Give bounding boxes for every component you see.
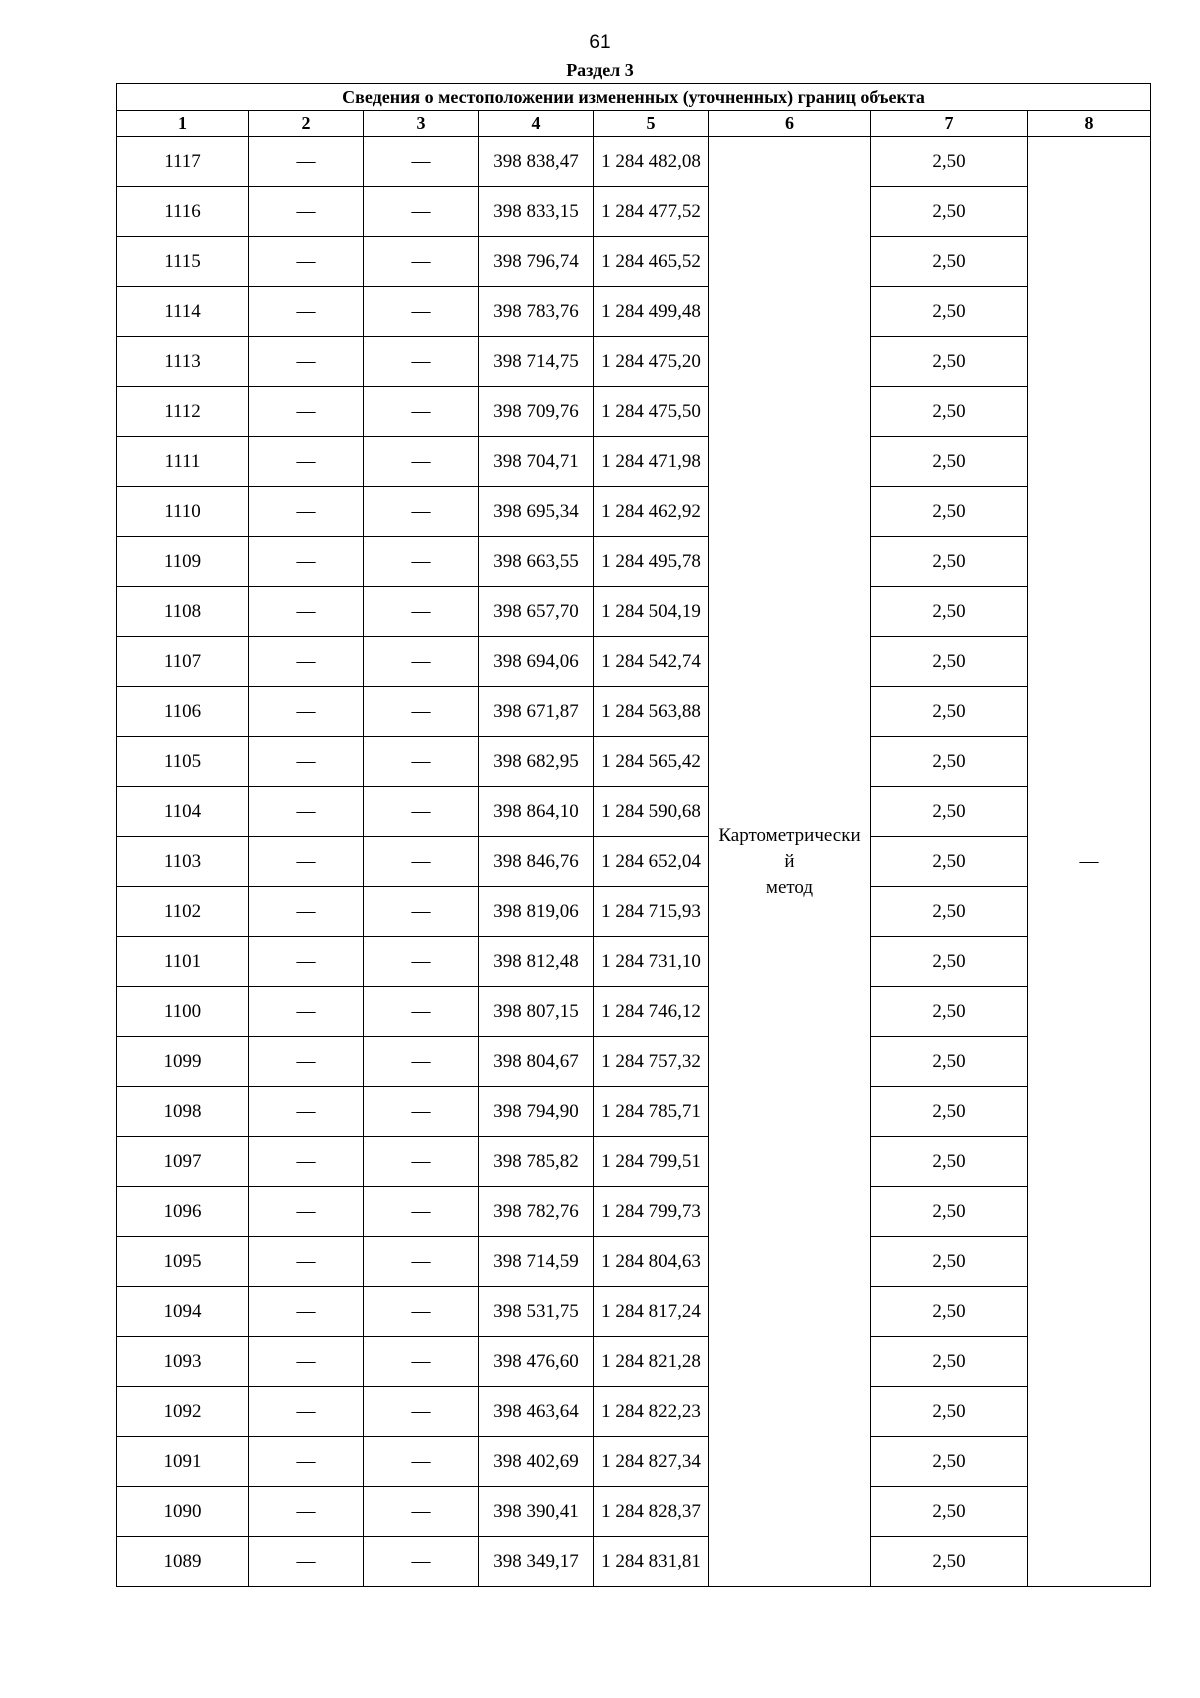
table-row xyxy=(117,1237,1151,1287)
column-2-cell: — xyxy=(249,387,364,437)
x-coordinate-cell: 398 390,41 xyxy=(479,1487,594,1537)
accuracy-cell: 2,50 xyxy=(871,1087,1028,1137)
column-2-cell: — xyxy=(249,937,364,987)
point-number-cell: 1091 xyxy=(117,1437,249,1487)
column-3-cell: — xyxy=(364,437,479,487)
y-coordinate-cell: 1 284 477,52 xyxy=(594,187,709,237)
column-3-cell: — xyxy=(364,1037,479,1087)
column-3-cell: — xyxy=(364,287,479,337)
point-number-cell: 1116 xyxy=(117,187,249,237)
column-2-cell: — xyxy=(249,737,364,787)
accuracy-cell: 2,50 xyxy=(871,437,1028,487)
x-coordinate-cell: 398 783,76 xyxy=(479,287,594,337)
column-2-cell: — xyxy=(249,637,364,687)
table-row xyxy=(117,787,1151,837)
column-2-cell: — xyxy=(249,1387,364,1437)
column-3-cell: — xyxy=(364,587,479,637)
x-coordinate-cell: 398 671,87 xyxy=(479,687,594,737)
accuracy-cell: 2,50 xyxy=(871,1187,1028,1237)
x-coordinate-cell: 398 819,06 xyxy=(479,887,594,937)
column-2-cell: — xyxy=(249,1537,364,1587)
point-number-cell: 1089 xyxy=(117,1537,249,1587)
x-coordinate-cell: 398 812,48 xyxy=(479,937,594,987)
column-3-cell: — xyxy=(364,337,479,387)
column-2-cell: — xyxy=(249,1187,364,1237)
y-coordinate-cell: 1 284 799,51 xyxy=(594,1137,709,1187)
table-row xyxy=(117,737,1151,787)
table-caption: Сведения о местоположении измененных (уточненных) границ объекта xyxy=(117,84,1151,111)
column-number-5: 5 xyxy=(594,111,709,137)
column-3-cell: — xyxy=(364,887,479,937)
column-3-cell: — xyxy=(364,1137,479,1187)
table-row xyxy=(117,1187,1151,1237)
y-coordinate-cell: 1 284 462,92 xyxy=(594,487,709,537)
table-row xyxy=(117,1287,1151,1337)
table-row xyxy=(117,137,1151,187)
table-row xyxy=(117,937,1151,987)
column-8-cell: — xyxy=(1028,137,1151,1587)
table-row xyxy=(117,487,1151,537)
accuracy-cell: 2,50 xyxy=(871,987,1028,1037)
column-number-6: 6 xyxy=(709,111,871,137)
accuracy-cell: 2,50 xyxy=(871,637,1028,687)
x-coordinate-cell: 398 476,60 xyxy=(479,1337,594,1387)
point-number-cell: 1115 xyxy=(117,237,249,287)
column-3-cell: — xyxy=(364,1487,479,1537)
accuracy-cell: 2,50 xyxy=(871,387,1028,437)
page-number: 61 xyxy=(589,32,611,53)
column-3-cell: — xyxy=(364,1337,479,1387)
accuracy-cell: 2,50 xyxy=(871,1137,1028,1187)
point-number-cell: 1112 xyxy=(117,387,249,437)
column-2-cell: — xyxy=(249,1087,364,1137)
column-3-cell: — xyxy=(364,1537,479,1587)
table-row xyxy=(117,1337,1151,1387)
x-coordinate-cell: 398 714,59 xyxy=(479,1237,594,1287)
table-row xyxy=(117,687,1151,737)
y-coordinate-cell: 1 284 542,74 xyxy=(594,637,709,687)
accuracy-cell: 2,50 xyxy=(871,787,1028,837)
table-row xyxy=(117,1037,1151,1087)
point-number-cell: 1092 xyxy=(117,1387,249,1437)
y-coordinate-cell: 1 284 785,71 xyxy=(594,1087,709,1137)
accuracy-cell: 2,50 xyxy=(871,1287,1028,1337)
column-3-cell: — xyxy=(364,737,479,787)
column-3-cell: — xyxy=(364,537,479,587)
y-coordinate-cell: 1 284 652,04 xyxy=(594,837,709,887)
column-2-cell: — xyxy=(249,487,364,537)
accuracy-cell: 2,50 xyxy=(871,1437,1028,1487)
column-2-cell: — xyxy=(249,537,364,587)
column-2-cell: — xyxy=(249,1137,364,1187)
column-2-cell: — xyxy=(249,137,364,187)
x-coordinate-cell: 398 796,74 xyxy=(479,237,594,287)
point-number-cell: 1101 xyxy=(117,937,249,987)
y-coordinate-cell: 1 284 731,10 xyxy=(594,937,709,987)
column-3-cell: — xyxy=(364,687,479,737)
x-coordinate-cell: 398 682,95 xyxy=(479,737,594,787)
column-2-cell: — xyxy=(249,1337,364,1387)
table-row xyxy=(117,537,1151,587)
y-coordinate-cell: 1 284 828,37 xyxy=(594,1487,709,1537)
x-coordinate-cell: 398 694,06 xyxy=(479,637,594,687)
point-number-cell: 1108 xyxy=(117,587,249,637)
column-3-cell: — xyxy=(364,637,479,687)
method-line: й xyxy=(784,850,795,872)
accuracy-cell: 2,50 xyxy=(871,737,1028,787)
y-coordinate-cell: 1 284 475,50 xyxy=(594,387,709,437)
column-3-cell: — xyxy=(364,387,479,437)
column-2-cell: — xyxy=(249,987,364,1037)
table-row xyxy=(117,887,1151,937)
point-number-cell: 1113 xyxy=(117,337,249,387)
column-2-cell: — xyxy=(249,1037,364,1087)
column-number-3: 3 xyxy=(364,111,479,137)
table-row xyxy=(117,1387,1151,1437)
accuracy-cell: 2,50 xyxy=(871,587,1028,637)
column-3-cell: — xyxy=(364,937,479,987)
column-3-cell: — xyxy=(364,487,479,537)
x-coordinate-cell: 398 695,34 xyxy=(479,487,594,537)
table-row xyxy=(117,387,1151,437)
column-3-cell: — xyxy=(364,237,479,287)
column-2-cell: — xyxy=(249,1487,364,1537)
x-coordinate-cell: 398 785,82 xyxy=(479,1137,594,1187)
accuracy-cell: 2,50 xyxy=(871,1037,1028,1087)
y-coordinate-cell: 1 284 804,63 xyxy=(594,1237,709,1287)
column-2-cell: — xyxy=(249,437,364,487)
point-number-cell: 1095 xyxy=(117,1237,249,1287)
accuracy-cell: 2,50 xyxy=(871,837,1028,887)
x-coordinate-cell: 398 864,10 xyxy=(479,787,594,837)
y-coordinate-cell: 1 284 504,19 xyxy=(594,587,709,637)
column-number-7: 7 xyxy=(871,111,1028,137)
method-cell xyxy=(709,137,871,1587)
accuracy-cell: 2,50 xyxy=(871,1237,1028,1287)
table-row xyxy=(117,1137,1151,1187)
x-coordinate-cell: 398 531,75 xyxy=(479,1287,594,1337)
accuracy-cell: 2,50 xyxy=(871,937,1028,987)
table-row xyxy=(117,987,1151,1037)
accuracy-cell: 2,50 xyxy=(871,1387,1028,1437)
accuracy-cell: 2,50 xyxy=(871,537,1028,587)
x-coordinate-cell: 398 709,76 xyxy=(479,387,594,437)
table-row xyxy=(117,287,1151,337)
point-number-cell: 1100 xyxy=(117,987,249,1037)
column-number-1: 1 xyxy=(117,111,249,137)
point-number-cell: 1104 xyxy=(117,787,249,837)
point-number-cell: 1090 xyxy=(117,1487,249,1537)
table-row xyxy=(117,837,1151,887)
table-row xyxy=(117,237,1151,287)
point-number-cell: 1107 xyxy=(117,637,249,687)
accuracy-cell: 2,50 xyxy=(871,287,1028,337)
table-row xyxy=(117,187,1151,237)
x-coordinate-cell: 398 838,47 xyxy=(479,137,594,187)
column-2-cell: — xyxy=(249,837,364,887)
column-2-cell: — xyxy=(249,1237,364,1287)
column-2-cell: — xyxy=(249,237,364,287)
point-number-cell: 1117 xyxy=(117,137,249,187)
y-coordinate-cell: 1 284 565,42 xyxy=(594,737,709,787)
accuracy-cell: 2,50 xyxy=(871,1487,1028,1537)
x-coordinate-cell: 398 846,76 xyxy=(479,837,594,887)
table-row xyxy=(117,1487,1151,1537)
column-3-cell: — xyxy=(364,1437,479,1487)
y-coordinate-cell: 1 284 831,81 xyxy=(594,1537,709,1587)
point-number-cell: 1110 xyxy=(117,487,249,537)
x-coordinate-cell: 398 804,67 xyxy=(479,1037,594,1087)
x-coordinate-cell: 398 782,76 xyxy=(479,1187,594,1237)
column-number-2: 2 xyxy=(249,111,364,137)
column-2-cell: — xyxy=(249,1287,364,1337)
y-coordinate-cell: 1 284 563,88 xyxy=(594,687,709,737)
point-number-cell: 1109 xyxy=(117,537,249,587)
y-coordinate-cell: 1 284 746,12 xyxy=(594,987,709,1037)
point-number-cell: 1093 xyxy=(117,1337,249,1387)
y-coordinate-cell: 1 284 590,68 xyxy=(594,787,709,837)
point-number-cell: 1102 xyxy=(117,887,249,937)
column-3-cell: — xyxy=(364,1187,479,1237)
y-coordinate-cell: 1 284 799,73 xyxy=(594,1187,709,1237)
method-line: Картометрически xyxy=(718,824,861,846)
point-number-cell: 1105 xyxy=(117,737,249,787)
point-number-cell: 1114 xyxy=(117,287,249,337)
y-coordinate-cell: 1 284 482,08 xyxy=(594,137,709,187)
y-coordinate-cell: 1 284 499,48 xyxy=(594,287,709,337)
x-coordinate-cell: 398 657,70 xyxy=(479,587,594,637)
column-3-cell: — xyxy=(364,1387,479,1437)
point-number-cell: 1103 xyxy=(117,837,249,887)
accuracy-cell: 2,50 xyxy=(871,237,1028,287)
x-coordinate-cell: 398 663,55 xyxy=(479,537,594,587)
column-2-cell: — xyxy=(249,787,364,837)
column-3-cell: — xyxy=(364,1087,479,1137)
x-coordinate-cell: 398 714,75 xyxy=(479,337,594,387)
x-coordinate-cell: 398 833,15 xyxy=(479,187,594,237)
table-row xyxy=(117,1087,1151,1137)
x-coordinate-cell: 398 402,69 xyxy=(479,1437,594,1487)
y-coordinate-cell: 1 284 715,93 xyxy=(594,887,709,937)
accuracy-cell: 2,50 xyxy=(871,187,1028,237)
table-row xyxy=(117,337,1151,387)
column-2-cell: — xyxy=(249,287,364,337)
accuracy-cell: 2,50 xyxy=(871,887,1028,937)
point-number-cell: 1097 xyxy=(117,1137,249,1187)
y-coordinate-cell: 1 284 495,78 xyxy=(594,537,709,587)
y-coordinate-cell: 1 284 822,23 xyxy=(594,1387,709,1437)
y-coordinate-cell: 1 284 757,32 xyxy=(594,1037,709,1087)
column-3-cell: — xyxy=(364,987,479,1037)
table-row xyxy=(117,437,1151,487)
column-2-cell: — xyxy=(249,187,364,237)
column-2-cell: — xyxy=(249,887,364,937)
column-number-8: 8 xyxy=(1028,111,1151,137)
point-number-cell: 1099 xyxy=(117,1037,249,1087)
y-coordinate-cell: 1 284 827,34 xyxy=(594,1437,709,1487)
point-number-cell: 1111 xyxy=(117,437,249,487)
point-number-cell: 1098 xyxy=(117,1087,249,1137)
table-row xyxy=(117,587,1151,637)
column-3-cell: — xyxy=(364,1287,479,1337)
method-line: метод xyxy=(765,876,814,898)
table-row xyxy=(117,1537,1151,1587)
column-3-cell: — xyxy=(364,187,479,237)
y-coordinate-cell: 1 284 475,20 xyxy=(594,337,709,387)
column-3-cell: — xyxy=(364,1237,479,1287)
accuracy-cell: 2,50 xyxy=(871,1537,1028,1587)
accuracy-cell: 2,50 xyxy=(871,1337,1028,1387)
section-title: Раздел 3 xyxy=(566,60,634,80)
accuracy-cell: 2,50 xyxy=(871,687,1028,737)
boundary-table xyxy=(116,83,1151,1587)
accuracy-cell: 2,50 xyxy=(871,337,1028,387)
column-3-cell: — xyxy=(364,837,479,887)
y-coordinate-cell: 1 284 817,24 xyxy=(594,1287,709,1337)
accuracy-cell: 2,50 xyxy=(871,137,1028,187)
column-2-cell: — xyxy=(249,337,364,387)
table-row xyxy=(117,1437,1151,1487)
point-number-cell: 1096 xyxy=(117,1187,249,1237)
y-coordinate-cell: 1 284 465,52 xyxy=(594,237,709,287)
x-coordinate-cell: 398 807,15 xyxy=(479,987,594,1037)
column-number-4: 4 xyxy=(479,111,594,137)
point-number-cell: 1106 xyxy=(117,687,249,737)
column-2-cell: — xyxy=(249,587,364,637)
x-coordinate-cell: 398 704,71 xyxy=(479,437,594,487)
x-coordinate-cell: 398 349,17 xyxy=(479,1537,594,1587)
y-coordinate-cell: 1 284 821,28 xyxy=(594,1337,709,1387)
column-2-cell: — xyxy=(249,1437,364,1487)
column-2-cell: — xyxy=(249,687,364,737)
point-number-cell: 1094 xyxy=(117,1287,249,1337)
y-coordinate-cell: 1 284 471,98 xyxy=(594,437,709,487)
table-row xyxy=(117,637,1151,687)
column-3-cell: — xyxy=(364,787,479,837)
column-3-cell: — xyxy=(364,137,479,187)
accuracy-cell: 2,50 xyxy=(871,487,1028,537)
x-coordinate-cell: 398 463,64 xyxy=(479,1387,594,1437)
x-coordinate-cell: 398 794,90 xyxy=(479,1087,594,1137)
